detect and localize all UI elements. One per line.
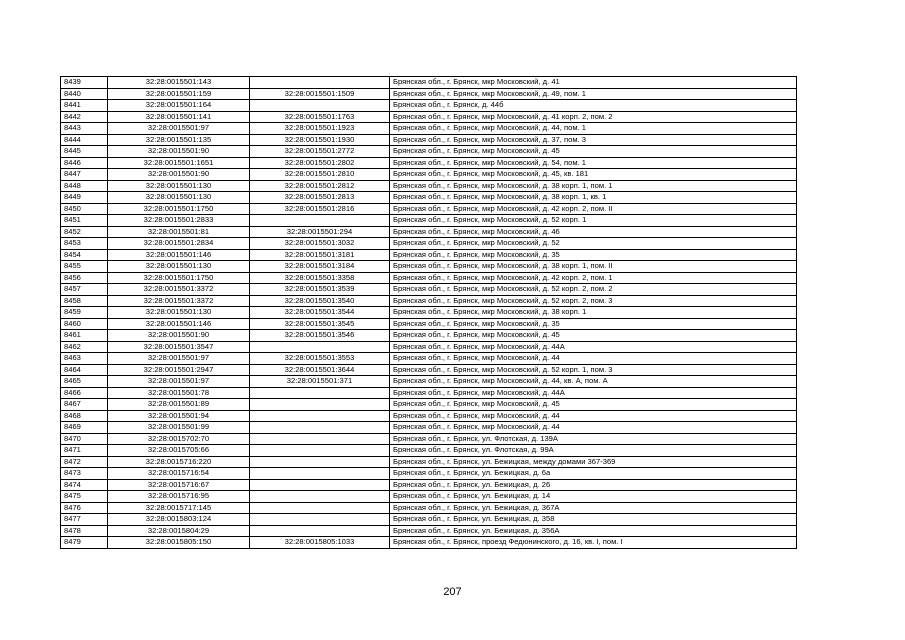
parcel-number-cell: 32:28:0015501:1750 [108, 203, 250, 215]
parcel-number-cell: 32:28:0015501:146 [108, 318, 250, 330]
table-row [61, 399, 797, 411]
row-number-cell: 8475 [61, 491, 108, 503]
address-cell: Брянская обл., г. Брянск, проезд Федюнинского, д. 16, кв. I, пом. I [390, 537, 797, 549]
table-row [61, 295, 797, 307]
object-number-cell: 32:28:0015501:1923 [250, 123, 390, 135]
parcel-number-cell: 32:28:0015501:97 [108, 123, 250, 135]
table-row [61, 157, 797, 169]
table-row [61, 134, 797, 146]
cadastral-table [60, 76, 797, 549]
table-row [61, 123, 797, 135]
parcel-number-cell: 32:28:0015501:143 [108, 77, 250, 89]
object-number-cell: 32:28:0015501:3540 [250, 295, 390, 307]
row-number-cell: 8449 [61, 192, 108, 204]
row-number-cell: 8448 [61, 180, 108, 192]
address-cell: Брянская обл., г. Брянск, ул. Бежицкая, д. 358 [390, 514, 797, 526]
row-number-cell: 8458 [61, 295, 108, 307]
parcel-number-cell: 32:28:0015501:3372 [108, 295, 250, 307]
row-number-cell: 8476 [61, 502, 108, 514]
row-number-cell: 8450 [61, 203, 108, 215]
address-cell: Брянская обл., г. Брянск, мкр Московский, д. 38 корп. 1, кв. 1 [390, 192, 797, 204]
address-cell: Брянская обл., г. Брянск, ул. Бежицкая, д. 367А [390, 502, 797, 514]
parcel-number-cell: 32:28:0015501:1750 [108, 272, 250, 284]
parcel-number-cell: 32:28:0015501:89 [108, 399, 250, 411]
table-row [61, 111, 797, 123]
table-row [61, 341, 797, 353]
table-row [61, 318, 797, 330]
address-cell: Брянская обл., г. Брянск, мкр Московский, д. 45 [390, 330, 797, 342]
object-number-cell: 32:28:0015501:3553 [250, 353, 390, 365]
object-number-cell [250, 445, 390, 457]
row-number-cell: 8444 [61, 134, 108, 146]
row-number-cell: 8472 [61, 456, 108, 468]
object-number-cell: 32:28:0015501:3544 [250, 307, 390, 319]
address-cell: Брянская обл., г. Брянск, мкр Московский, д. 44 [390, 422, 797, 434]
parcel-number-cell: 32:28:0015501:2833 [108, 215, 250, 227]
address-cell: Брянская обл., г. Брянск, мкр Московский, д. 35 [390, 318, 797, 330]
address-cell: Брянская обл., г. Брянск, д. 44б [390, 100, 797, 112]
object-number-cell: 32:28:0015501:3539 [250, 284, 390, 296]
row-number-cell: 8465 [61, 376, 108, 388]
row-number-cell: 8461 [61, 330, 108, 342]
row-number-cell: 8462 [61, 341, 108, 353]
address-cell: Брянская обл., г. Брянск, мкр Московский, д. 41 [390, 77, 797, 89]
table-row [61, 307, 797, 319]
parcel-number-cell: 32:28:0015501:78 [108, 387, 250, 399]
object-number-cell: 32:28:0015501:2812 [250, 180, 390, 192]
table-row [61, 468, 797, 480]
table-row [61, 364, 797, 376]
address-cell: Брянская обл., г. Брянск, мкр Московский, д. 37, пом. 3 [390, 134, 797, 146]
table-row [61, 284, 797, 296]
address-cell: Брянская обл., г. Брянск, мкр Московский, д. 44А [390, 341, 797, 353]
parcel-number-cell: 32:28:0015716:67 [108, 479, 250, 491]
table-row [61, 410, 797, 422]
table-row [61, 88, 797, 100]
object-number-cell: 32:28:0015501:294 [250, 226, 390, 238]
parcel-number-cell: 32:28:0015501:135 [108, 134, 250, 146]
object-number-cell [250, 468, 390, 480]
address-cell: Брянская обл., г. Брянск, мкр Московский, д. 44, кв. А, пом. А [390, 376, 797, 388]
row-number-cell: 8446 [61, 157, 108, 169]
row-number-cell: 8454 [61, 249, 108, 261]
table-row [61, 180, 797, 192]
table-row [61, 146, 797, 158]
object-number-cell: 32:28:0015501:3181 [250, 249, 390, 261]
address-cell: Брянская обл., г. Брянск, мкр Московский, д. 44 [390, 410, 797, 422]
object-number-cell: 32:28:0015501:2816 [250, 203, 390, 215]
address-cell: Брянская обл., г. Брянск, мкр Московский, д. 44, пом. 1 [390, 123, 797, 135]
row-number-cell: 8477 [61, 514, 108, 526]
address-cell: Брянская обл., г. Брянск, мкр Московский, д. 52 корп. 1, пом. 3 [390, 364, 797, 376]
row-number-cell: 8457 [61, 284, 108, 296]
table-row [61, 479, 797, 491]
parcel-number-cell: 32:28:0015501:90 [108, 146, 250, 158]
parcel-number-cell: 32:28:0015501:159 [108, 88, 250, 100]
object-number-cell: 32:28:0015501:371 [250, 376, 390, 388]
object-number-cell: 32:28:0015501:3644 [250, 364, 390, 376]
table-row [61, 445, 797, 457]
address-cell: Брянская обл., г. Брянск, мкр Московский, д. 52 корп. 2, пом. 3 [390, 295, 797, 307]
object-number-cell: 32:28:0015501:3358 [250, 272, 390, 284]
object-number-cell [250, 479, 390, 491]
parcel-number-cell: 32:28:0015501:130 [108, 307, 250, 319]
parcel-number-cell: 32:28:0015501:164 [108, 100, 250, 112]
address-cell: Брянская обл., г. Брянск, мкр Московский, д. 38 корп. 1 [390, 307, 797, 319]
row-number-cell: 8455 [61, 261, 108, 273]
row-number-cell: 8464 [61, 364, 108, 376]
parcel-number-cell: 32:28:0015501:130 [108, 192, 250, 204]
table-row [61, 422, 797, 434]
address-cell: Брянская обл., г. Брянск, мкр Московский, д. 38 корп. 1, пом. II [390, 261, 797, 273]
table-row [61, 238, 797, 250]
object-number-cell: 32:28:0015501:3545 [250, 318, 390, 330]
parcel-number-cell: 32:28:0015501:99 [108, 422, 250, 434]
parcel-number-cell: 32:28:0015717:145 [108, 502, 250, 514]
object-number-cell [250, 514, 390, 526]
object-number-cell: 32:28:0015501:2813 [250, 192, 390, 204]
address-cell: Брянская обл., г. Брянск, мкр Московский, д. 44 [390, 353, 797, 365]
object-number-cell [250, 422, 390, 434]
parcel-number-cell: 32:28:0015501:2834 [108, 238, 250, 250]
parcel-number-cell: 32:28:0015501:146 [108, 249, 250, 261]
parcel-number-cell: 32:28:0015501:90 [108, 169, 250, 181]
address-cell: Брянская обл., г. Брянск, мкр Московский, д. 45 [390, 146, 797, 158]
address-cell: Брянская обл., г. Брянск, мкр Московский, д. 41 корп. 2, пом. 2 [390, 111, 797, 123]
address-cell: Брянская обл., г. Брянск, ул. Бежицкая, между домами 367-369 [390, 456, 797, 468]
address-cell: Брянская обл., г. Брянск, ул. Бежицкая, д. 356А [390, 525, 797, 537]
object-number-cell [250, 399, 390, 411]
address-cell: Брянская обл., г. Брянск, ул. Бежицкая, д. 6а [390, 468, 797, 480]
table-row [61, 272, 797, 284]
parcel-number-cell: 32:28:0015501:94 [108, 410, 250, 422]
parcel-number-cell: 32:28:0015501:2947 [108, 364, 250, 376]
table-row [61, 537, 797, 549]
table-row [61, 502, 797, 514]
row-number-cell: 8478 [61, 525, 108, 537]
row-number-cell: 8467 [61, 399, 108, 411]
row-number-cell: 8471 [61, 445, 108, 457]
table-body [61, 77, 797, 549]
address-cell: Брянская обл., г. Брянск, мкр Московский, д. 54, пом. 1 [390, 157, 797, 169]
object-number-cell [250, 77, 390, 89]
address-cell: Брянская обл., г. Брянск, ул. Флотская, д. 99А [390, 445, 797, 457]
row-number-cell: 8456 [61, 272, 108, 284]
object-number-cell [250, 341, 390, 353]
page-number: 207 [443, 586, 462, 598]
object-number-cell [250, 491, 390, 503]
object-number-cell [250, 433, 390, 445]
parcel-number-cell: 32:28:0015716:220 [108, 456, 250, 468]
object-number-cell: 32:28:0015501:1509 [250, 88, 390, 100]
address-cell: Брянская обл., г. Брянск, ул. Бежицкая, д. 14 [390, 491, 797, 503]
object-number-cell [250, 502, 390, 514]
table-row [61, 261, 797, 273]
parcel-number-cell: 32:28:0015501:130 [108, 261, 250, 273]
parcel-number-cell: 32:28:0015803:124 [108, 514, 250, 526]
row-number-cell: 8479 [61, 537, 108, 549]
object-number-cell: 32:28:0015501:3032 [250, 238, 390, 250]
row-number-cell: 8469 [61, 422, 108, 434]
row-number-cell: 8439 [61, 77, 108, 89]
address-cell: Брянская обл., г. Брянск, мкр Московский, д. 46 [390, 226, 797, 238]
parcel-number-cell: 32:28:0015501:81 [108, 226, 250, 238]
parcel-number-cell: 32:28:0015805:150 [108, 537, 250, 549]
object-number-cell: 32:28:0015501:2802 [250, 157, 390, 169]
row-number-cell: 8440 [61, 88, 108, 100]
parcel-number-cell: 32:28:0015501:97 [108, 376, 250, 388]
address-cell: Брянская обл., г. Брянск, мкр Московский, д. 44А [390, 387, 797, 399]
table-row [61, 169, 797, 181]
object-number-cell: 32:28:0015501:2772 [250, 146, 390, 158]
row-number-cell: 8442 [61, 111, 108, 123]
table-row [61, 249, 797, 261]
table-row [61, 192, 797, 204]
address-cell: Брянская обл., г. Брянск, мкр Московский, д. 42 корп. 2, пом. II [390, 203, 797, 215]
object-number-cell [250, 215, 390, 227]
object-number-cell [250, 525, 390, 537]
table-row [61, 456, 797, 468]
object-number-cell: 32:28:0015501:2810 [250, 169, 390, 181]
parcel-number-cell: 32:28:0015804:29 [108, 525, 250, 537]
parcel-number-cell: 32:28:0015702:70 [108, 433, 250, 445]
object-number-cell: 32:28:0015805:1033 [250, 537, 390, 549]
address-cell: Брянская обл., г. Брянск, мкр Московский, д. 49, пом. 1 [390, 88, 797, 100]
object-number-cell: 32:28:0015501:1930 [250, 134, 390, 146]
row-number-cell: 8468 [61, 410, 108, 422]
table-row [61, 376, 797, 388]
row-number-cell: 8473 [61, 468, 108, 480]
parcel-number-cell: 32:28:0015716:95 [108, 491, 250, 503]
table-row [61, 77, 797, 89]
address-cell: Брянская обл., г. Брянск, мкр Московский, д. 52 [390, 238, 797, 250]
object-number-cell: 32:28:0015501:3546 [250, 330, 390, 342]
row-number-cell: 8463 [61, 353, 108, 365]
parcel-number-cell: 32:28:0015705:66 [108, 445, 250, 457]
row-number-cell: 8459 [61, 307, 108, 319]
parcel-number-cell: 32:28:0015501:97 [108, 353, 250, 365]
address-cell: Брянская обл., г. Брянск, ул. Флотская, д. 139А [390, 433, 797, 445]
row-number-cell: 8445 [61, 146, 108, 158]
row-number-cell: 8474 [61, 479, 108, 491]
address-cell: Брянская обл., г. Брянск, мкр Московский, д. 35 [390, 249, 797, 261]
table-row [61, 100, 797, 112]
table-row [61, 514, 797, 526]
parcel-number-cell: 32:28:0015501:130 [108, 180, 250, 192]
parcel-number-cell: 32:28:0015501:3372 [108, 284, 250, 296]
address-cell: Брянская обл., г. Брянск, ул. Бежицкая, д. 26 [390, 479, 797, 491]
table-row [61, 215, 797, 227]
table-row [61, 203, 797, 215]
table-row [61, 330, 797, 342]
parcel-number-cell: 32:28:0015501:1651 [108, 157, 250, 169]
parcel-number-cell: 32:28:0015501:141 [108, 111, 250, 123]
row-number-cell: 8441 [61, 100, 108, 112]
address-cell: Брянская обл., г. Брянск, мкр Московский, д. 45, кв. 181 [390, 169, 797, 181]
row-number-cell: 8470 [61, 433, 108, 445]
row-number-cell: 8452 [61, 226, 108, 238]
address-cell: Брянская обл., г. Брянск, мкр Московский, д. 42 корп. 2, пом. 1 [390, 272, 797, 284]
row-number-cell: 8447 [61, 169, 108, 181]
row-number-cell: 8443 [61, 123, 108, 135]
address-cell: Брянская обл., г. Брянск, мкр Московский, д. 38 корп. 1, пом. 1 [390, 180, 797, 192]
parcel-number-cell: 32:28:0015501:90 [108, 330, 250, 342]
object-number-cell [250, 387, 390, 399]
row-number-cell: 8460 [61, 318, 108, 330]
table-row [61, 433, 797, 445]
table-row [61, 387, 797, 399]
address-cell: Брянская обл., г. Брянск, мкр Московский, д. 52 корп. 1 [390, 215, 797, 227]
object-number-cell [250, 410, 390, 422]
parcel-number-cell: 32:28:0015716:54 [108, 468, 250, 480]
row-number-cell: 8466 [61, 387, 108, 399]
object-number-cell: 32:28:0015501:1763 [250, 111, 390, 123]
row-number-cell: 8453 [61, 238, 108, 250]
object-number-cell [250, 456, 390, 468]
table-row [61, 226, 797, 238]
table-row [61, 525, 797, 537]
row-number-cell: 8451 [61, 215, 108, 227]
table-row [61, 353, 797, 365]
address-cell: Брянская обл., г. Брянск, мкр Московский, д. 45 [390, 399, 797, 411]
parcel-number-cell: 32:28:0015501:3547 [108, 341, 250, 353]
object-number-cell: 32:28:0015501:3184 [250, 261, 390, 273]
object-number-cell [250, 100, 390, 112]
address-cell: Брянская обл., г. Брянск, мкр Московский, д. 52 корп. 2, пом. 2 [390, 284, 797, 296]
table-row [61, 491, 797, 503]
